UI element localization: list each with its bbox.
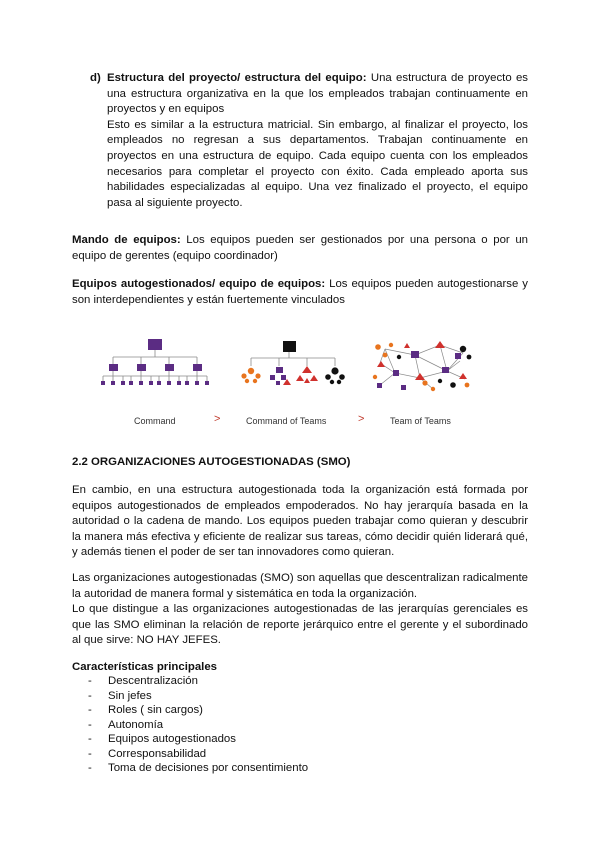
cot-connector-lines [251,352,335,366]
characteristics-title: Características principales [72,661,217,673]
list-marker: d) [90,72,101,84]
item-d-intro-text: Una estructura de proyecto es una estructura organizativa en la que los empleados trabajan continuamente en proyectos y en equipos [107,72,528,116]
list-item: - Toma de decisiones por consentimiento [88,762,309,774]
autogestionados-paragraph [72,277,528,308]
cot-root-node [283,341,296,352]
command-connector-lines [103,350,207,381]
label-separator: > [214,413,221,425]
command-root-node [148,339,162,350]
label-command-of-teams: Command of Teams [246,416,327,426]
mando-paragraph [72,233,528,264]
item-d-body: Esto es similar a la estructura matricial. Sin embargo, al finalizar el proyecto, los empleados no regresan a sus departamentos. Trabajan continuamente en proyectos en una estructura de equipo. Cada equipo cuenta con los empleados necesarios para completar el proyecto con éxito. Cada empleado aporta sus habilidades especializadas al equipo. Una vez finalizado el proyecto, el equipo pasa al siguiente proyecto. [107,118,528,209]
autogestionados-title: Equipos autogestionados/ equipo de equipos: [72,278,326,290]
autogestionados-text: Los equipos pueden autogestionarse y son interdependientes y están fuertemente vinculados [72,278,528,306]
command-manager-node [109,364,118,371]
cot-team-red [296,366,318,383]
mando-title: Mando de equipos: [72,234,181,246]
command-manager-node [193,364,202,371]
list-item: - Equipos autogestionados [88,733,236,745]
mando-text: Los equipos pueden ser gestionados por una persona o por un equipo de gerentes (equipo coordinador) [72,234,528,262]
label-command: Command [134,416,176,426]
characteristics-list [88,674,308,776]
section-paragraph-2b: Lo que distingue a las organizaciones autogestionadas de las jerarquías gerenciales es que las SMO eliminan la relación de reporte jerárquico entre el gerente y el subordinado al que sirve: NO HAY JEFES. [72,603,528,647]
command-worker-nodes [101,381,209,385]
section-paragraph-2a: Las organizaciones autogestionadas (SMO) son aquellas que descentralizan radicalmente la autoridad de manera formal y sistemática en toda la organización. [72,572,528,600]
cot-team-black [325,367,345,384]
label-separator: > [358,413,365,425]
cot-team-orange [241,368,260,383]
team-of-teams-diagram [373,341,472,391]
command-diagram [101,339,209,385]
section-paragraph-1: En cambio, en una estructura autogestionada toda la organización está formada por equipos autogestionados de empleados empoderados. No hay jerarquía basada en la autoridad o la cadena de mando. Los equipos pueden trabajar como quieran y descubrir la manera más efectiva y eficiente de realizar sus tareas, cómo decidir quién liderará qué, y además tienen el poder de ser tan innovadores como quieran. [72,484,528,559]
command-of-teams-diagram [241,341,344,385]
command-manager-node [165,364,174,371]
list-item: - Sin jefes [88,689,152,702]
section-heading: 2.2 ORGANIZACIONES AUTOGESTIONADAS (SMO) [72,456,351,468]
item-d-intro [107,71,528,118]
list-item: - Autonomía [88,718,164,731]
cot-team-purple [270,367,291,385]
item-d-title: Estructura del proyecto/ estructura del equipo: [107,72,367,84]
section-paragraph-2 [72,571,528,649]
item-d-block [86,71,528,211]
list-item: - Roles ( sin cargos) [88,704,203,716]
label-team-of-teams: Team of Teams [390,416,451,426]
command-manager-node [137,364,146,371]
list-item: - Descentralización [88,675,198,687]
list-item: - Corresponsabilidad [88,747,207,760]
